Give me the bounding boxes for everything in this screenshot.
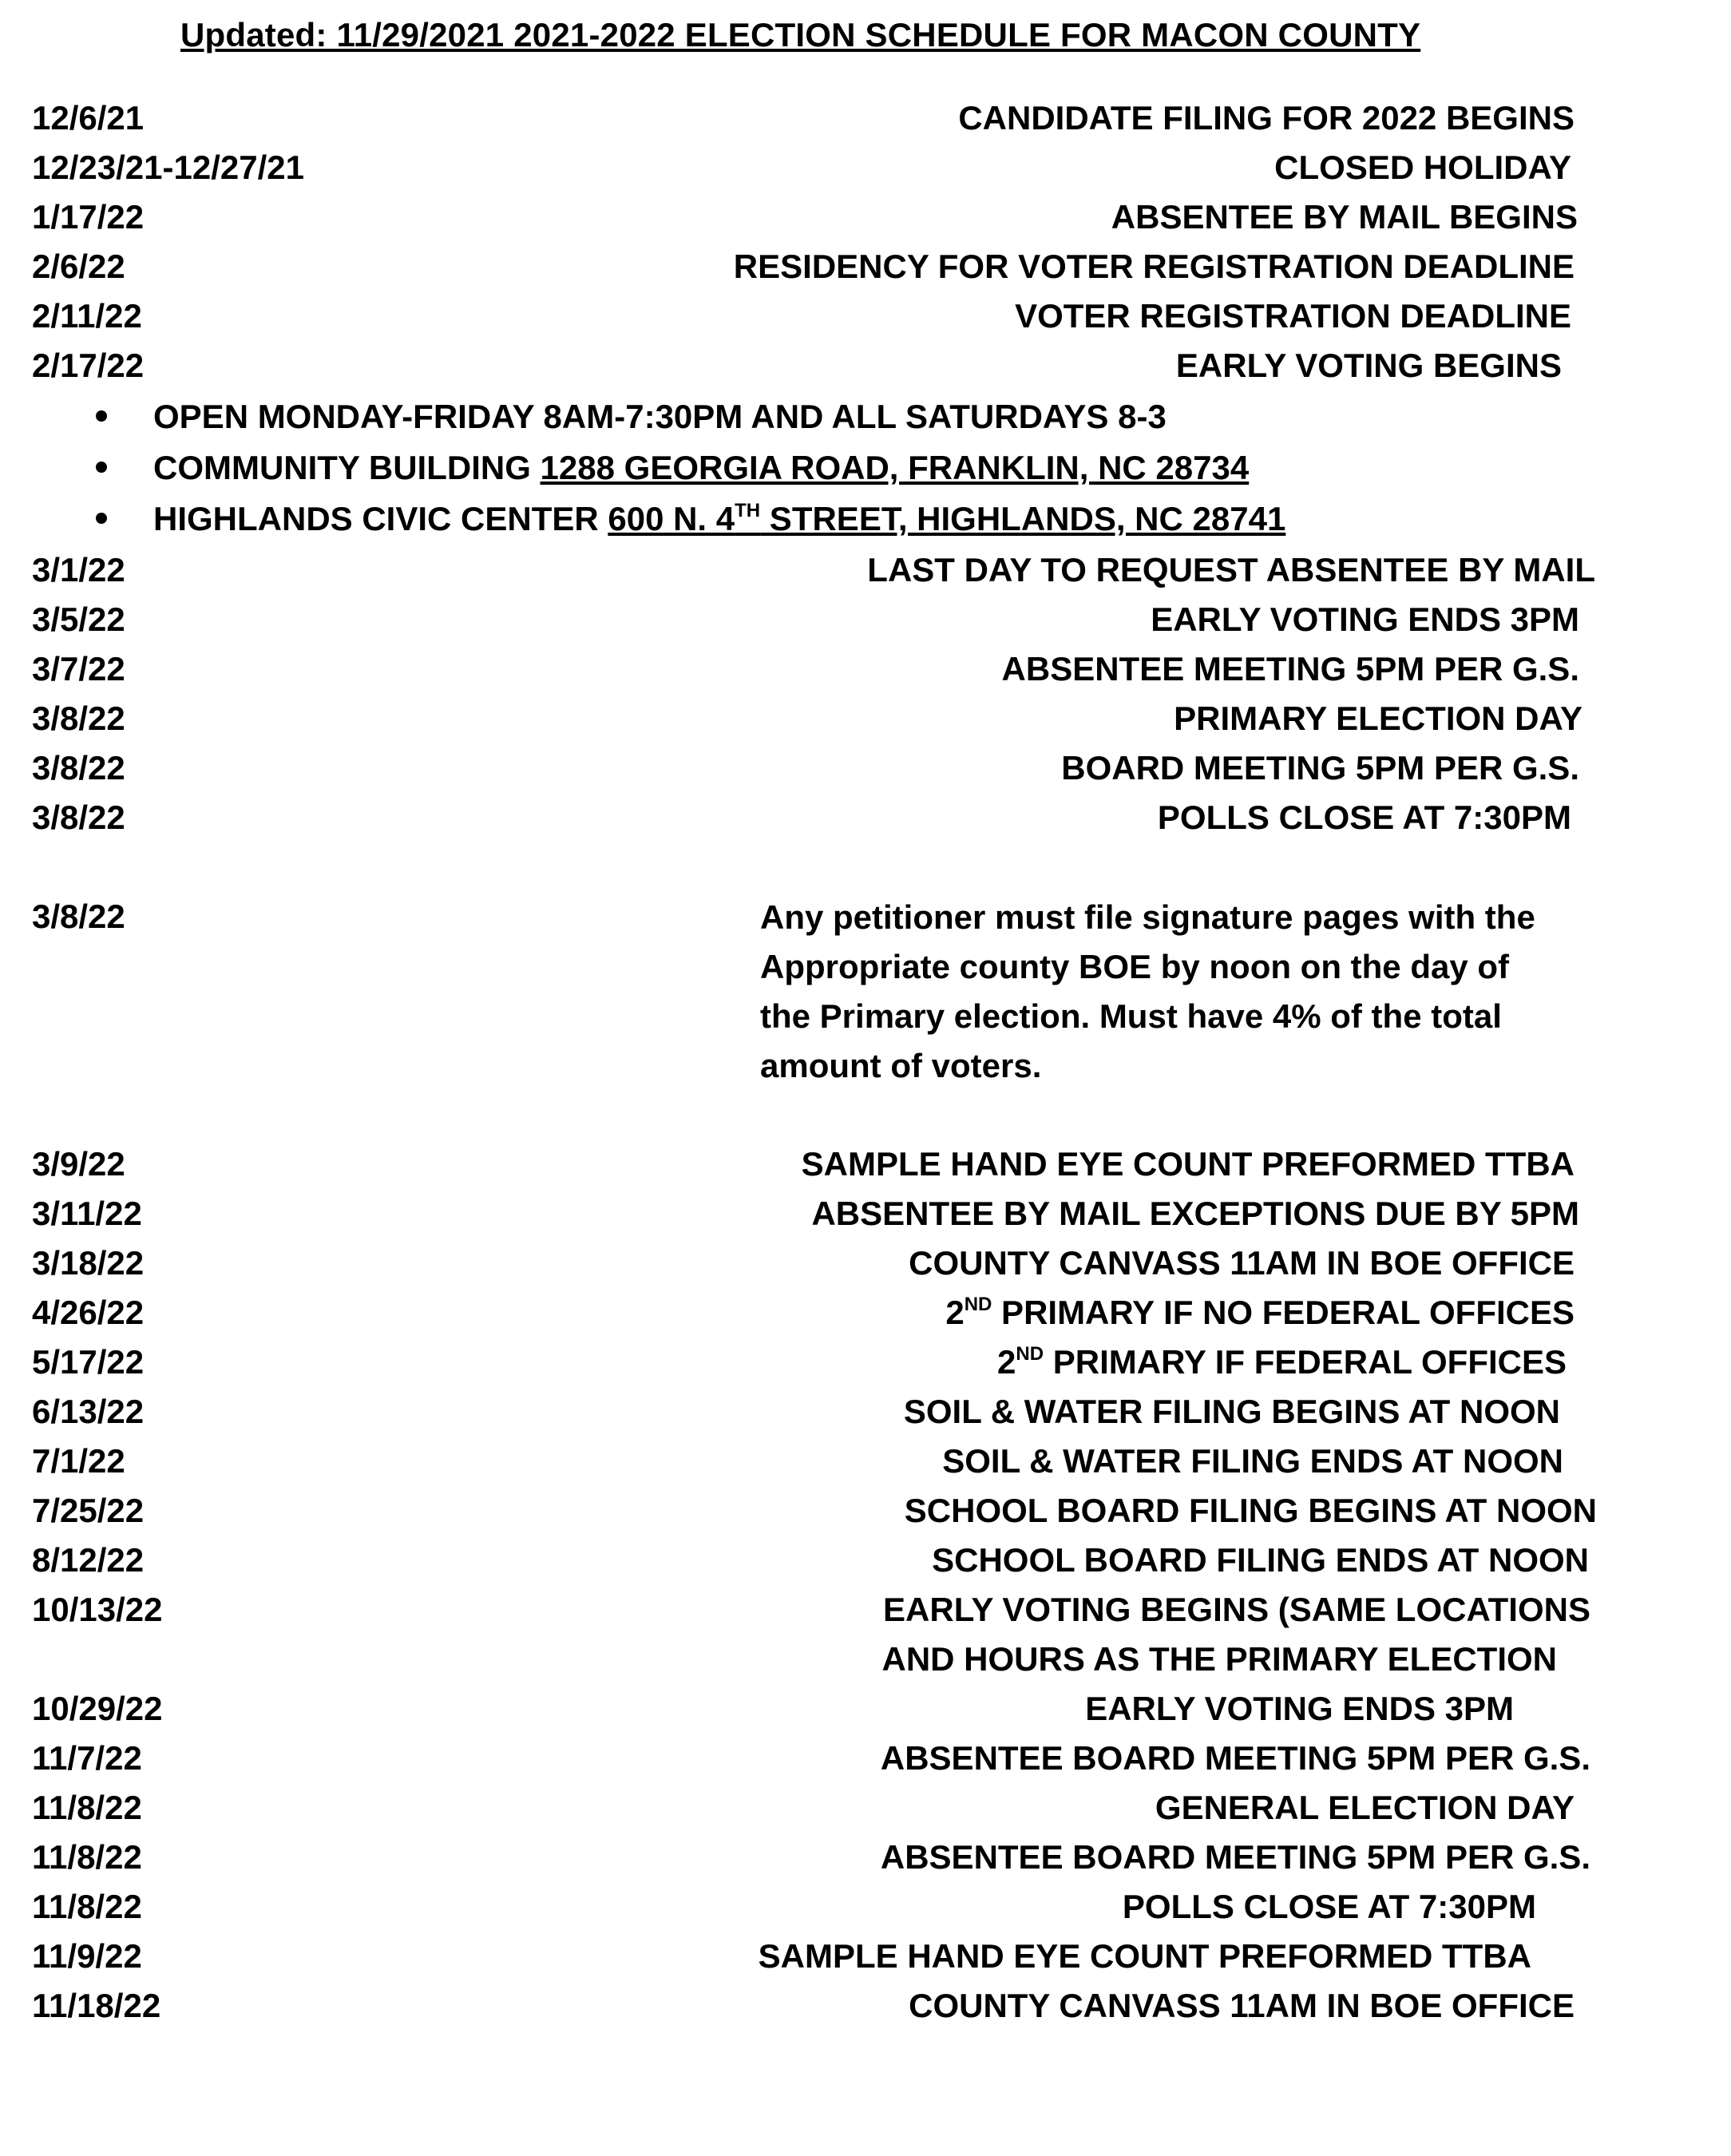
schedule-row [0, 799, 1731, 848]
bullet-text [153, 449, 1249, 487]
schedule-row [0, 149, 1731, 198]
site-name: HIGHLANDS CIVIC CENTER [153, 500, 608, 537]
row-event: PRIMARY ELECTION DAY [1174, 700, 1582, 737]
schedule-row [0, 1492, 1731, 1541]
schedule-row [0, 198, 1731, 248]
row-date: 7/25/22 [32, 1492, 145, 1529]
row-event: CANDIDATE FILING FOR 2022 BEGINS [958, 99, 1575, 137]
row-event: SOIL & WATER FILING BEGINS AT NOON [903, 1393, 1560, 1430]
row-date: 11/7/22 [32, 1739, 142, 1777]
row-event: ABSENTEE MEETING 5PM PER G.S. [1001, 650, 1579, 688]
row-event: ABSENTEE BOARD MEETING 5PM PER G.S. [880, 1739, 1590, 1777]
row-event: POLLS CLOSE AT 7:30PM [1157, 799, 1571, 836]
row-date: 11/8/22 [32, 1888, 142, 1925]
site-address: 600 N. 4TH STREET, HIGHLANDS, NC 28741 [608, 500, 1286, 537]
schedule-row [0, 1838, 1731, 1888]
schedule-row [0, 248, 1731, 297]
row-date: 4/26/22 [32, 1294, 145, 1331]
schedule-row [0, 1987, 1731, 2036]
schedule-row [0, 1690, 1731, 1739]
schedule-row [0, 1244, 1731, 1294]
schedule-row [0, 1195, 1731, 1244]
row-event: EARLY VOTING ENDS 3PM [1085, 1690, 1514, 1727]
row-date: 10/13/22 [32, 1591, 163, 1628]
row-date: 8/12/22 [32, 1541, 145, 1579]
bullet-icon [96, 410, 107, 422]
row-event: EARLY VOTING ENDS 3PM [1151, 600, 1579, 638]
row-event: EARLY VOTING BEGINS (SAME LOCATIONS [883, 1591, 1590, 1628]
row-date: 11/8/22 [32, 1838, 142, 1876]
row-event: ABSENTEE BY MAIL BEGINS [1111, 198, 1578, 236]
row-date: 3/8/22 [32, 799, 125, 836]
schedule-row [0, 1541, 1731, 1591]
note-line: Any petitioner must file signature pages with the [760, 898, 1535, 936]
row-date: 3/1/22 [32, 551, 125, 589]
row-date: 3/9/22 [32, 1145, 125, 1183]
row-date: 5/17/22 [32, 1343, 145, 1381]
row-event: SAMPLE HAND EYE COUNT PREFORMED TTBA [758, 1937, 1531, 1975]
bullet-text: OPEN MONDAY-FRIDAY 8AM-7:30PM AND ALL SATURDAYS 8-3 [153, 398, 1167, 435]
row-event: AND HOURS AS THE PRIMARY ELECTION [881, 1640, 1557, 1678]
row-event: SCHOOL BOARD FILING BEGINS AT NOON [904, 1492, 1597, 1529]
row-event: COUNTY CANVASS 11AM IN BOE OFFICE [909, 1987, 1575, 2024]
schedule-row [0, 551, 1731, 600]
site-address: 1288 GEORGIA ROAD, FRANKLIN, NC 28734 [540, 449, 1250, 486]
schedule-row [0, 1442, 1731, 1492]
schedule-row [0, 1937, 1731, 1987]
row-date: 7/1/22 [32, 1442, 125, 1480]
row-event: SOIL & WATER FILING ENDS AT NOON [942, 1442, 1563, 1480]
row-event: POLLS CLOSE AT 7:30PM [1122, 1888, 1536, 1925]
row-event: SAMPLE HAND EYE COUNT PREFORMED TTBA [801, 1145, 1575, 1183]
row-event: EARLY VOTING BEGINS [1175, 347, 1562, 384]
row-date: 12/6/21 [32, 99, 145, 137]
schedule-row [0, 1640, 1731, 1690]
row-date: 3/7/22 [32, 650, 125, 688]
schedule-row [0, 600, 1731, 650]
schedule-row [0, 1591, 1731, 1640]
row-date: 3/11/22 [32, 1195, 142, 1232]
petition-note [760, 893, 1606, 1091]
schedule-row [0, 1343, 1731, 1393]
row-date: 3/18/22 [32, 1244, 145, 1282]
note-line: Appropriate county BOE by noon on the day of [760, 948, 1510, 985]
bullet-icon [96, 513, 107, 524]
schedule-row [0, 1789, 1731, 1838]
row-event: ABSENTEE BOARD MEETING 5PM PER G.S. [880, 1838, 1590, 1876]
row-date: 6/13/22 [32, 1393, 145, 1430]
row-event: COUNTY CANVASS 11AM IN BOE OFFICE [909, 1244, 1575, 1282]
bullet-text [153, 500, 1285, 538]
row-date: 11/9/22 [32, 1937, 142, 1975]
schedule-row [0, 347, 1731, 396]
site-name: COMMUNITY BUILDING [153, 449, 541, 486]
row-event: GENERAL ELECTION DAY [1155, 1789, 1575, 1826]
row-event: RESIDENCY FOR VOTER REGISTRATION DEADLINE [733, 248, 1575, 285]
schedule-row [0, 297, 1731, 347]
row-date: 11/18/22 [32, 1987, 161, 2024]
row-date: 2/17/22 [32, 347, 145, 384]
schedule-row [0, 1145, 1731, 1195]
row-date: 10/29/22 [32, 1690, 163, 1727]
row-event: SCHOOL BOARD FILING ENDS AT NOON [932, 1541, 1589, 1579]
row-event: ABSENTEE BY MAIL EXCEPTIONS DUE BY 5PM [811, 1195, 1579, 1232]
schedule-row [0, 1888, 1731, 1937]
row-date: 3/5/22 [32, 600, 125, 638]
row-date: 3/8/22 [32, 700, 125, 737]
note-line: amount of voters. [760, 1047, 1042, 1084]
schedule-row [0, 1294, 1731, 1343]
row-date: 3/8/22 [32, 898, 125, 935]
note-line: the Primary election. Must have 4% of the total [760, 997, 1502, 1035]
row-date: 11/8/22 [32, 1789, 142, 1826]
schedule-row [0, 749, 1731, 799]
schedule-row [0, 1393, 1731, 1442]
schedule-row [0, 700, 1731, 749]
row-date: 2/11/22 [32, 297, 142, 335]
row-date: 3/8/22 [32, 749, 125, 787]
schedule-row [0, 99, 1731, 149]
row-event: BOARD MEETING 5PM PER G.S. [1061, 749, 1579, 787]
schedule-row [0, 1739, 1731, 1789]
row-event: CLOSED HOLIDAY [1274, 149, 1571, 186]
row-event: VOTER REGISTRATION DEADLINE [1015, 297, 1571, 335]
row-date: 1/17/22 [32, 198, 145, 236]
row-date: 2/6/22 [32, 248, 125, 285]
row-event: 2ND PRIMARY IF FEDERAL OFFICES [997, 1343, 1567, 1381]
bullet-icon [96, 462, 107, 473]
document-title: Updated: 11/29/2021 2021-2022 ELECTION SCHEDULE FOR MACON COUNTY [180, 16, 1421, 54]
schedule-row [0, 650, 1731, 700]
row-date: 12/23/21-12/27/21 [32, 149, 304, 186]
row-event: 2ND PRIMARY IF NO FEDERAL OFFICES [945, 1294, 1575, 1331]
row-event: LAST DAY TO REQUEST ABSENTEE BY MAIL [867, 551, 1595, 589]
